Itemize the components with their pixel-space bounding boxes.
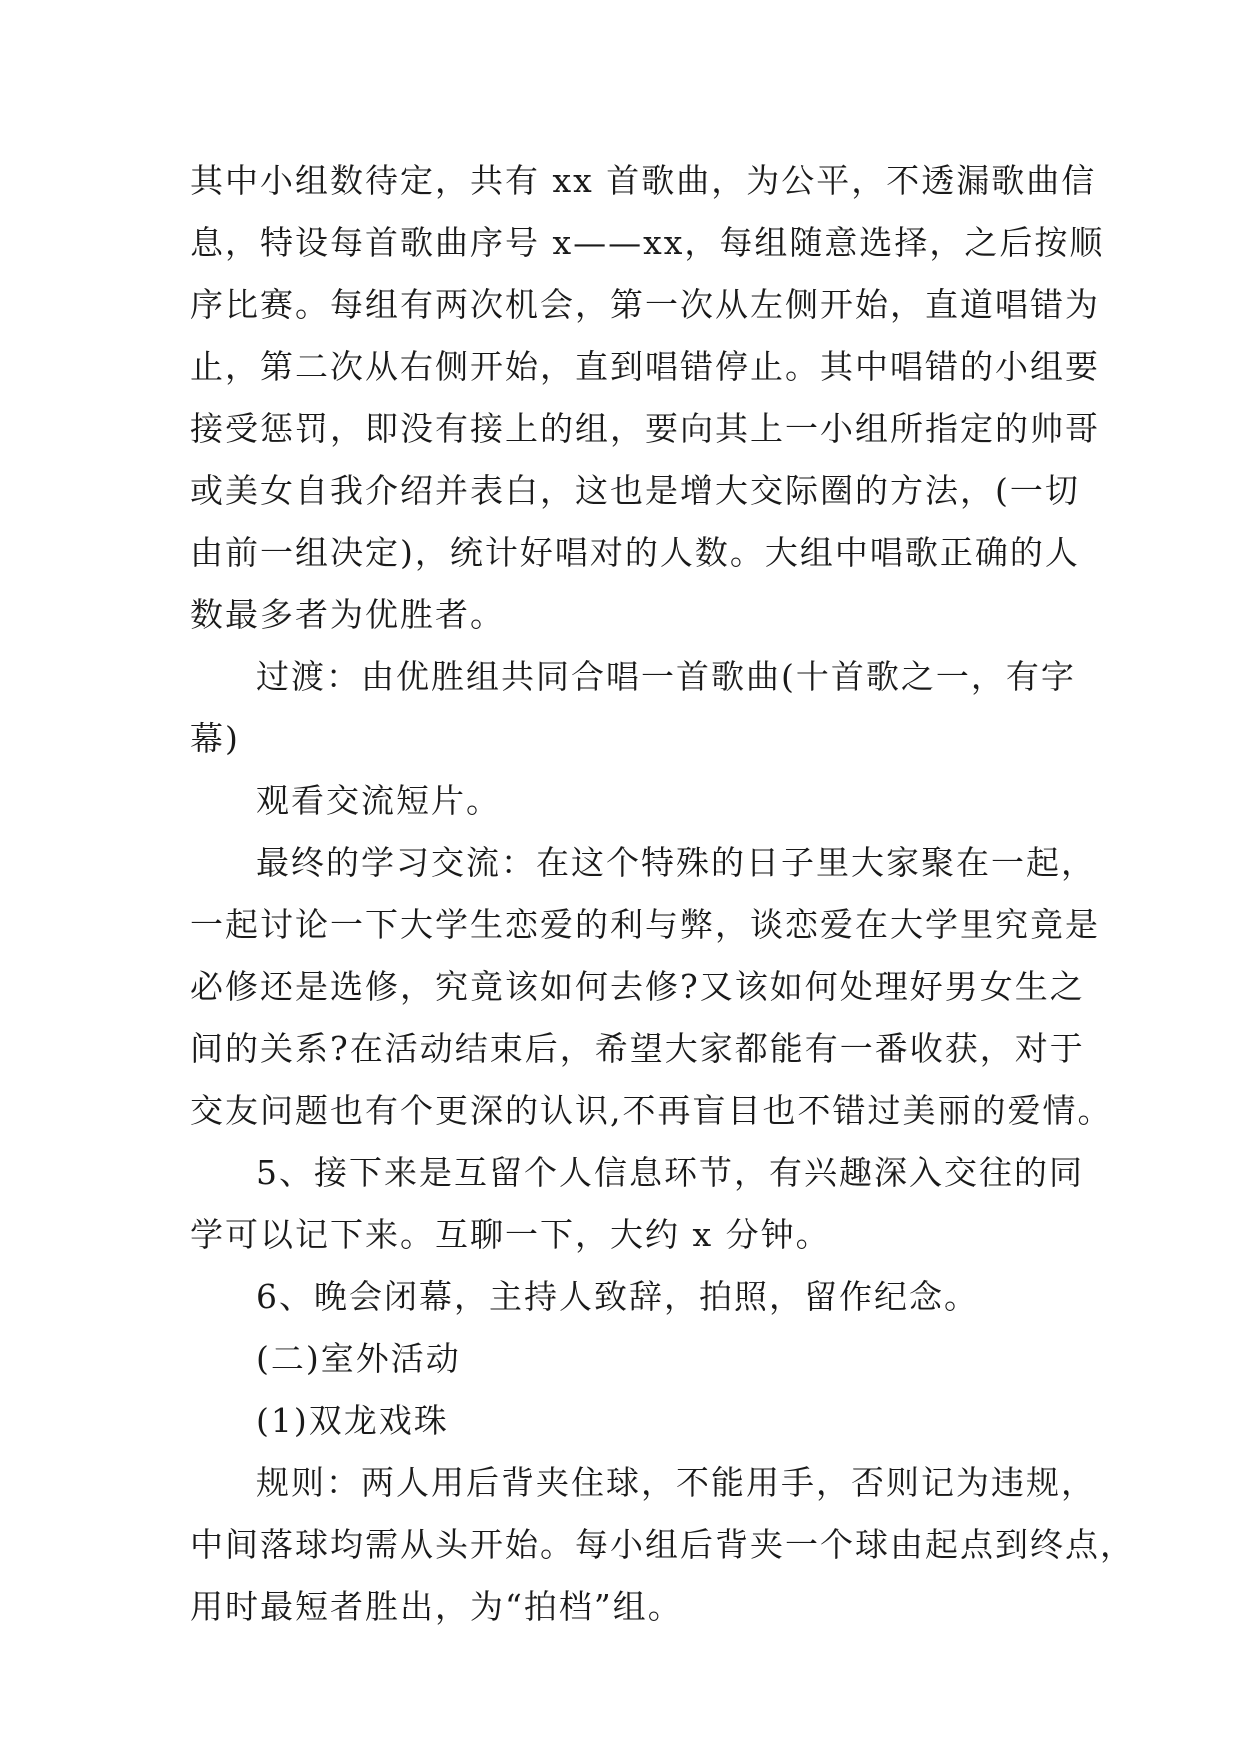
paragraph-start-line: 过渡：由优胜组共同合唱一首歌曲(十首歌之一，有字 xyxy=(256,657,1076,696)
document-body xyxy=(190,150,1135,1638)
paragraph-start-line: 5、接下来是互留个人信息环节，有兴趣深入交往的同 xyxy=(256,1153,1084,1192)
text-line: 止，第二次从右侧开始，直到唱错停止。其中唱错的小组要 xyxy=(190,347,1100,386)
section-heading: (二)室外活动 xyxy=(256,1339,461,1378)
paragraph-start-line: 最终的学习交流：在这个特殊的日子里大家聚在一起， xyxy=(256,843,1096,882)
text-line: 间的关系?在活动结束后，希望大家都能有一番收获，对于 xyxy=(190,1029,1085,1068)
text-line: 息，特设每首歌曲序号 x——xx，每组随意选择，之后按顺 xyxy=(190,223,1105,262)
text-line: 幕) xyxy=(190,719,240,758)
text-line: 由前一组决定)，统计好唱对的人数。大组中唱歌正确的人 xyxy=(190,533,1080,572)
text-line: 学可以记下来。互聊一下，大约 x 分钟。 xyxy=(190,1215,831,1254)
text-line: 一起讨论一下大学生恋爱的利与弊，谈恋爱在大学里究竟是 xyxy=(190,905,1100,944)
text-line: 数最多者为优胜者。 xyxy=(190,595,505,634)
paragraph-start-line: 6、晚会闭幕，主持人致辞，拍照，留作纪念。 xyxy=(256,1277,979,1316)
paragraph-start-line: 规则：两人用后背夹住球，不能用手，否则记为违规， xyxy=(256,1463,1096,1502)
text-line: 交友问题也有个更深的认识,不再盲目也不错过美丽的爱情。 xyxy=(190,1091,1113,1130)
text-line: 序比赛。每组有两次机会，第一次从左侧开始，直道唱错为 xyxy=(190,285,1100,324)
text-line: 必修还是选修，究竟该如何去修?又该如何处理好男女生之 xyxy=(190,967,1085,1006)
text-line: 或美女自我介绍并表白，这也是增大交际圈的方法，(一切 xyxy=(190,471,1080,510)
text-line: 其中小组数待定，共有 xx 首歌曲，为公平，不透漏歌曲信 xyxy=(190,161,1097,200)
text-line: 接受惩罚，即没有接上的组，要向其上一小组所指定的帅哥 xyxy=(190,409,1100,448)
text-line: 用时最短者胜出，为“拍档”组。 xyxy=(190,1587,683,1626)
paragraph-start-line: 观看交流短片。 xyxy=(256,781,501,820)
subsection-heading: (1)双龙戏珠 xyxy=(256,1401,449,1440)
text-line: 中间落球均需从头开始。每小组后背夹一个球由起点到终点， xyxy=(190,1525,1135,1564)
